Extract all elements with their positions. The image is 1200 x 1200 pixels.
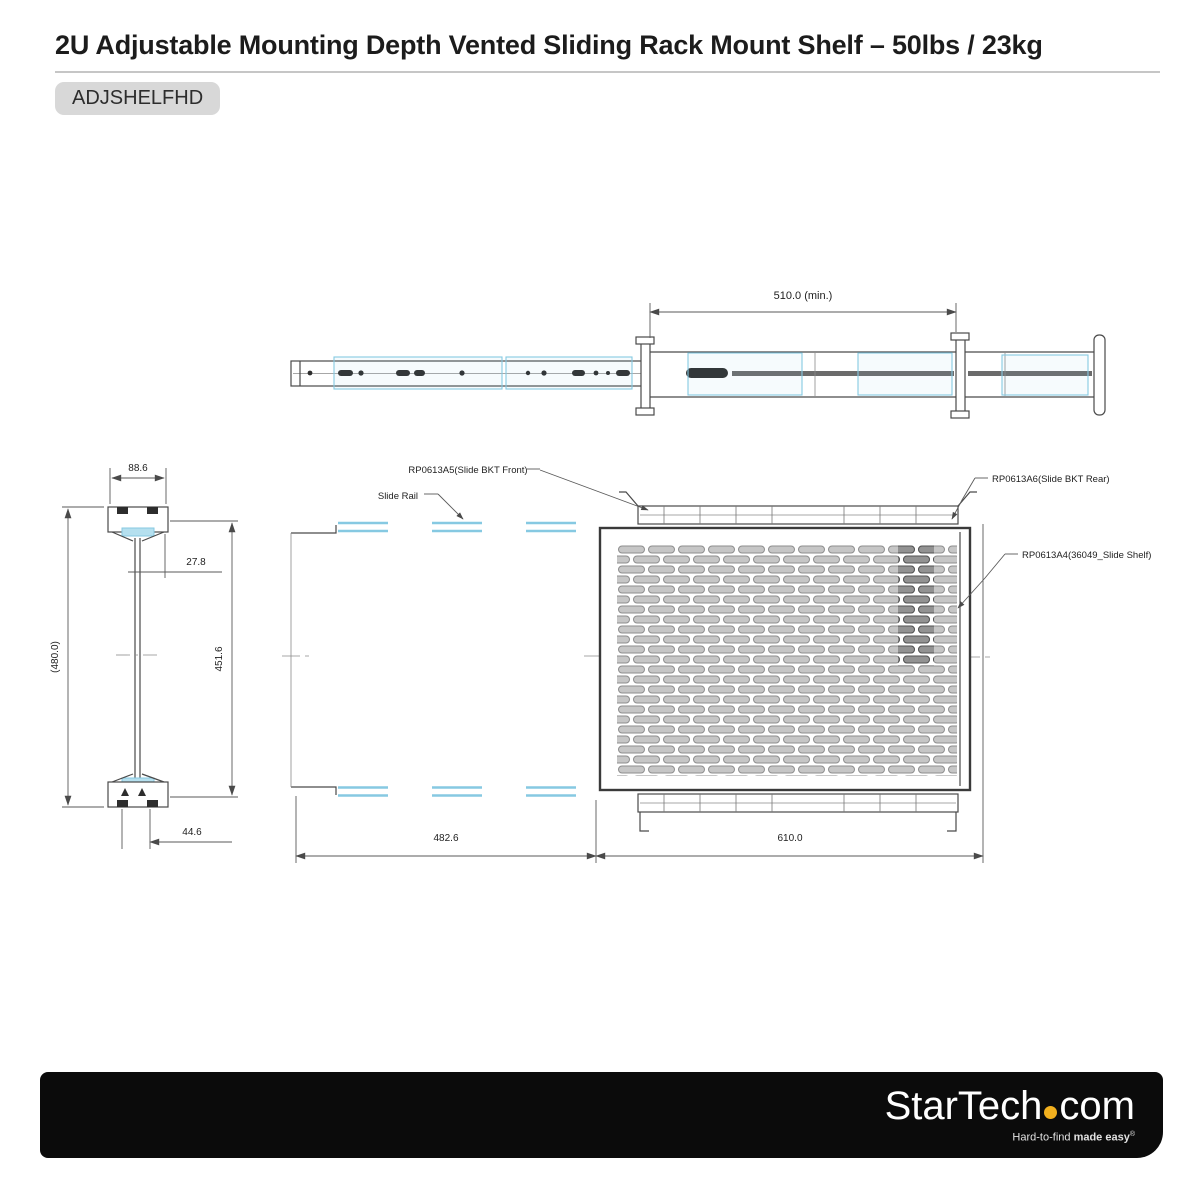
dim-end-offset: 27.8 — [186, 557, 206, 568]
label-bracket-front: RP0613A5(Slide BKT Front) — [408, 465, 528, 476]
label-slide-rail: Slide Rail — [377, 491, 418, 502]
sku-badge: ADJSHELFHD — [55, 82, 220, 115]
dim-rail-zone: 482.6 — [433, 833, 459, 844]
dim-end-base: 44.6 — [182, 827, 202, 838]
brand-prefix: StarTech — [884, 1084, 1043, 1129]
brand-suffix: com — [1059, 1084, 1135, 1129]
brand-tagline: Hard-to-find made easy® — [1012, 1131, 1135, 1144]
shelf-top-view — [282, 465, 1151, 863]
dim-end-inner-height: 451.6 — [214, 646, 225, 672]
dim-end-width: 88.6 — [128, 463, 148, 474]
slide-rail-side-view — [291, 290, 1105, 418]
label-slide-shelf: RP0613A4(36049_Slide Shelf) — [1022, 550, 1152, 561]
vent-grid-dark-band — [898, 544, 934, 666]
label-bracket-rear: RP0613A6(Slide BKT Rear) — [992, 474, 1110, 485]
footer-brand-bar — [40, 1072, 1163, 1158]
brand-dot-icon — [1044, 1086, 1057, 1126]
page-title: 2U Adjustable Mounting Depth Vented Sliding Rack Mount Shelf – 50lbs / 23kg — [55, 30, 1043, 60]
dim-end-overall-height: (480.0) — [50, 641, 61, 673]
startech-logo — [884, 1084, 1135, 1129]
dim-shelf-length: 610.0 — [777, 833, 803, 844]
dim-rail-extension: 510.0 (min.) — [773, 290, 833, 302]
shelf-end-view — [50, 463, 238, 849]
